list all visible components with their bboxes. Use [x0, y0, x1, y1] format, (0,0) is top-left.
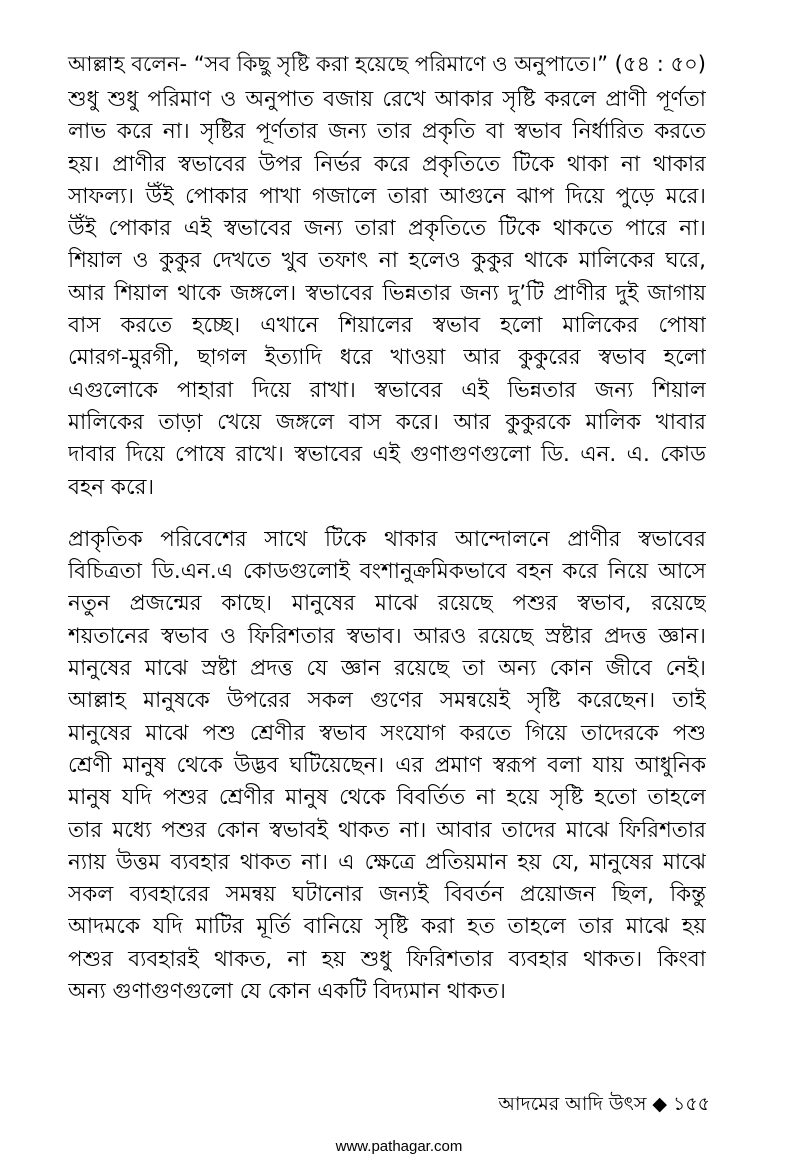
text-line: বিচিত্রতা ডি.এন.এ কোডগুলোই বংশানুক্রমিকভাবে বহন করে নিয়ে আসে: [68, 559, 706, 585]
text-line: শ্রেণী মানুষ থেকে উদ্ভব ঘটিয়েছেন। এর প্রমাণ স্বরূপ বলা যায় আধুনিক: [68, 752, 706, 778]
quote-reference: (৫৪ : ৫০): [614, 52, 706, 76]
text-line: আল্লাহ মানুষকে উপরের সকল গুণের সমন্বয়েই সৃষ্টি করেছেন। তাই: [68, 688, 706, 714]
page-body: [68, 44, 706, 1008]
text-line: আর শিয়াল থাকে জঙ্গলে। স্বভাবের ভিন্নতার জন্য দু’টি প্রাণীর দুই জাগায়: [68, 280, 706, 306]
text-line: পশুর ব্যবহারই থাকত, না হয় শুধু ফিরিশতার ব্যবহার থাকত। কিংবা: [68, 946, 706, 972]
text-line: বাস করতে হচ্ছে। এখানে শিয়ালের স্বভাব হলো মালিকের পোষা: [68, 313, 706, 339]
book-title: আদমের আদি উৎস: [498, 1093, 647, 1115]
page-number: ১৫৫: [673, 1093, 710, 1115]
text-line: শুধু শুধু পরিমাণ ও অনুপাত বজায় রেখে আকার সৃষ্টি করলে প্রাণী পূর্ণতা: [68, 87, 706, 112]
text-line: দাবার দিয়ে পোষে রাখে। স্বভাবের এই গুণাগুণগুলো ডি. এন. এ. কোড: [68, 442, 706, 468]
text-line: প্রাকৃতিক পরিবেশের সাথে টিকে থাকার আন্দোলনে প্রাণীর স্বভাবের: [68, 526, 706, 552]
text-line: লাভ করে না। সৃষ্টির পূর্ণতার জন্য তার প্রকৃতি বা স্বভাব নির্ধারিত করতে: [68, 119, 706, 145]
diamond-icon: ◆: [652, 1093, 667, 1115]
text-line: মানুষের মাঝে পশু শ্রেণীর স্বভাব সংযোগ করতে গিয়ে তাদেরকে পশু: [68, 720, 706, 746]
text-line: আদমকে যদি মাটির মূর্তি বানিয়ে সৃষ্টি করা হত তাহলে তার মাঝে হয়: [68, 914, 706, 940]
text-line: অন্য গুণাগুণগুলো যে কোন একটি বিদ্যমান থাকত।: [68, 979, 506, 1005]
text-line: শিয়াল ও কুকুর দেখতে খুব তফাৎ না হলেও কুকুর থাকে মালিকের ঘরে,: [68, 248, 706, 274]
text-line: হয়। প্রাণীর স্বভাবের উপর নির্ভর করে প্রকৃতিতে টিকে থাকা না থাকার: [68, 151, 706, 177]
paragraph: [68, 524, 706, 1008]
text-line: উঁই পোকার এই স্বভাবের জন্য তারা প্রকৃতিতে টিকে থাকতে পারে না।: [68, 216, 706, 242]
text-line: তার মধ্যে পশুর কোন স্বভাবই থাকত না। আবার তাদের মাঝে ফিরিশতার: [68, 817, 706, 843]
text-line: ন্যায় উত্তম ব্যবহার থাকত না। এ ক্ষেত্রে প্রতিয়মান হয় যে, মানুষের মাঝে: [68, 849, 706, 875]
text-line: সকল ব্যবহারের সমন্বয় ঘটানোর জন্যই বিবর্তন প্রয়োজন ছিল, কিন্তু: [68, 882, 706, 908]
quote-text: আল্লাহ বলেন- “সব কিছু সৃষ্টি করা হয়েছে পরিমাণে ও অনুপাতে।”: [68, 52, 608, 76]
paragraph: [68, 84, 706, 504]
text-line: এগুলোকে পাহারা দিয়ে রাখা। স্বভাবের এই ভিন্নতার জন্য শিয়াল: [68, 377, 706, 403]
text-line: নতুন প্রজন্মের কাছে। মানুষের মাঝে রয়েছে পশুর স্বভাব, রয়েছে: [68, 591, 706, 617]
text-line: মালিকের তাড়া খেয়ে জঙ্গলে বাস করে। আর কুকুরকে মালিক খাবার: [68, 409, 706, 435]
running-footer: [498, 1090, 710, 1122]
text-line: সাফল্য। উঁই পোকার পাখা গজালে তারা আগুনে ঝাপ দিয়ে পুড়ে মরে।: [68, 183, 706, 209]
text-line: শয়তানের স্বভাব ও ফিরিশতার স্বভাব। আরও রয়েছে স্রষ্টার প্রদত্ত জ্ঞান।: [68, 623, 706, 649]
text-body: [68, 84, 706, 1008]
text-line: মোরগ-মুরগী, ছাগল ইত্যাদি ধরে খাওয়া আর কুকুরের স্বভাব হলো: [68, 345, 706, 371]
website-url: www.pathagar.com: [335, 1138, 463, 1155]
text-line: মানুষের মাঝে স্রষ্টা প্রদত্ত যে জ্ঞান রয়েছে তা অন্য কোন জীবে নেই।: [68, 656, 706, 682]
quote-line: [68, 44, 706, 84]
text-line: বহন করে।: [68, 474, 155, 500]
text-line: মানুষ যদি পশুর শ্রেণীর মানুষ থেকে বিবর্তিত না হয়ে সৃষ্টি হতো তাহলে: [68, 785, 706, 811]
